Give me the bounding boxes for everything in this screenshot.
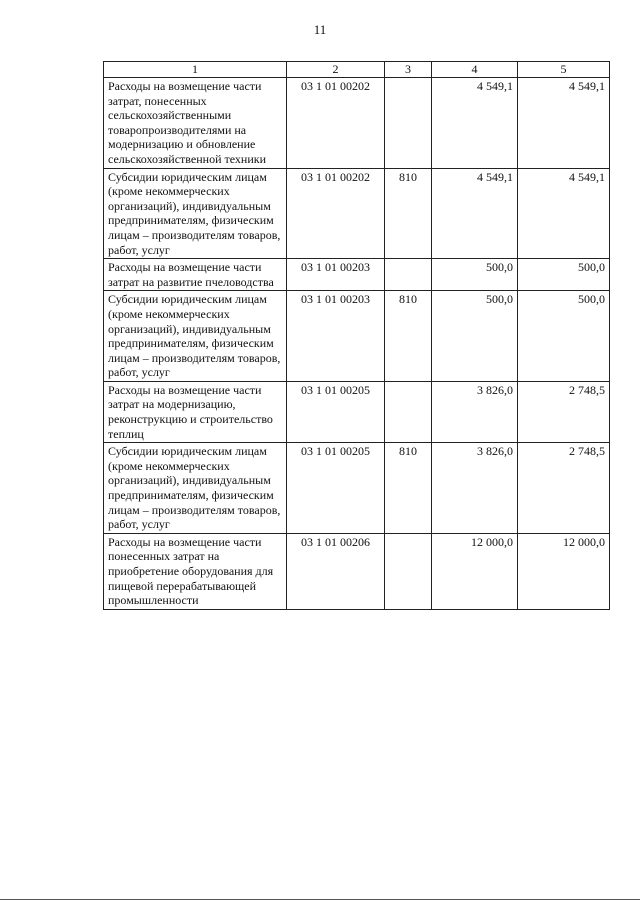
table-row bbox=[104, 443, 610, 534]
row-value-4-cell: 3 826,0 bbox=[432, 443, 518, 534]
row-name-cell: Расходы на возмещение части затрат, понесенных сельскохозяйственными товаропроизводителями на модернизацию и обновление сельскохозяйственной техники bbox=[104, 78, 287, 169]
row-value-4-cell: 500,0 bbox=[432, 291, 518, 382]
row-name-cell: Расходы на возмещение части затрат на развитие пчеловодства bbox=[104, 259, 287, 291]
column-header-3: 3 bbox=[385, 62, 432, 78]
row-name-cell: Субсидии юридическим лицам (кроме некоммерческих организаций), индивидуальным предпринимателям, физическим лицам – производителям товаров, работ, услуг bbox=[104, 168, 287, 259]
row-value-4-cell: 4 549,1 bbox=[432, 168, 518, 259]
row-type-cell bbox=[385, 533, 432, 609]
row-value-5-cell: 2 748,5 bbox=[518, 443, 610, 534]
row-name-cell: Субсидии юридическим лицам (кроме некоммерческих организаций), индивидуальным предпринимателям, физическим лицам – производителям товаров, работ, услуг bbox=[104, 443, 287, 534]
page-number: 11 bbox=[313, 22, 327, 37]
column-header-1: 1 bbox=[104, 62, 287, 78]
table-row bbox=[104, 78, 610, 169]
row-code-cell: 03 1 01 00205 bbox=[287, 381, 385, 442]
row-code-cell: 03 1 01 00203 bbox=[287, 259, 385, 291]
row-name-cell: Расходы на возмещение части затрат на модернизацию, реконструкцию и строительство теплиц bbox=[104, 381, 287, 442]
row-type-cell bbox=[385, 78, 432, 169]
row-value-5-cell: 4 549,1 bbox=[518, 168, 610, 259]
row-value-5-cell: 12 000,0 bbox=[518, 533, 610, 609]
row-code-cell: 03 1 01 00202 bbox=[287, 78, 385, 169]
row-code-cell: 03 1 01 00205 bbox=[287, 443, 385, 534]
row-type-cell: 810 bbox=[385, 443, 432, 534]
row-type-cell: 810 bbox=[385, 291, 432, 382]
table-row bbox=[104, 381, 610, 442]
table-row bbox=[104, 259, 610, 291]
row-value-5-cell: 2 748,5 bbox=[518, 381, 610, 442]
row-value-4-cell: 500,0 bbox=[432, 259, 518, 291]
row-value-5-cell: 500,0 bbox=[518, 291, 610, 382]
row-code-cell: 03 1 01 00202 bbox=[287, 168, 385, 259]
row-type-cell: 810 bbox=[385, 168, 432, 259]
column-header-4: 4 bbox=[432, 62, 518, 78]
row-code-cell: 03 1 01 00206 bbox=[287, 533, 385, 609]
column-header-5: 5 bbox=[518, 62, 610, 78]
row-value-4-cell: 4 549,1 bbox=[432, 78, 518, 169]
row-value-4-cell: 12 000,0 bbox=[432, 533, 518, 609]
row-value-5-cell: 4 549,1 bbox=[518, 78, 610, 169]
column-header-2: 2 bbox=[287, 62, 385, 78]
page-bottom-edge bbox=[0, 899, 640, 900]
budget-table bbox=[103, 61, 610, 610]
row-type-cell bbox=[385, 381, 432, 442]
header-row bbox=[104, 62, 610, 78]
table-row bbox=[104, 291, 610, 382]
table-row bbox=[104, 533, 610, 609]
row-code-cell: 03 1 01 00203 bbox=[287, 291, 385, 382]
row-value-5-cell: 500,0 bbox=[518, 259, 610, 291]
row-type-cell bbox=[385, 259, 432, 291]
table-row bbox=[104, 168, 610, 259]
row-name-cell: Расходы на возмещение части понесенных затрат на приобретение оборудования для пищевой перерабатывающей промышленности bbox=[104, 533, 287, 609]
row-name-cell: Субсидии юридическим лицам (кроме некоммерческих организаций), индивидуальным предпринимателям, физическим лицам – производителям товаров, работ, услуг bbox=[104, 291, 287, 382]
row-value-4-cell: 3 826,0 bbox=[432, 381, 518, 442]
